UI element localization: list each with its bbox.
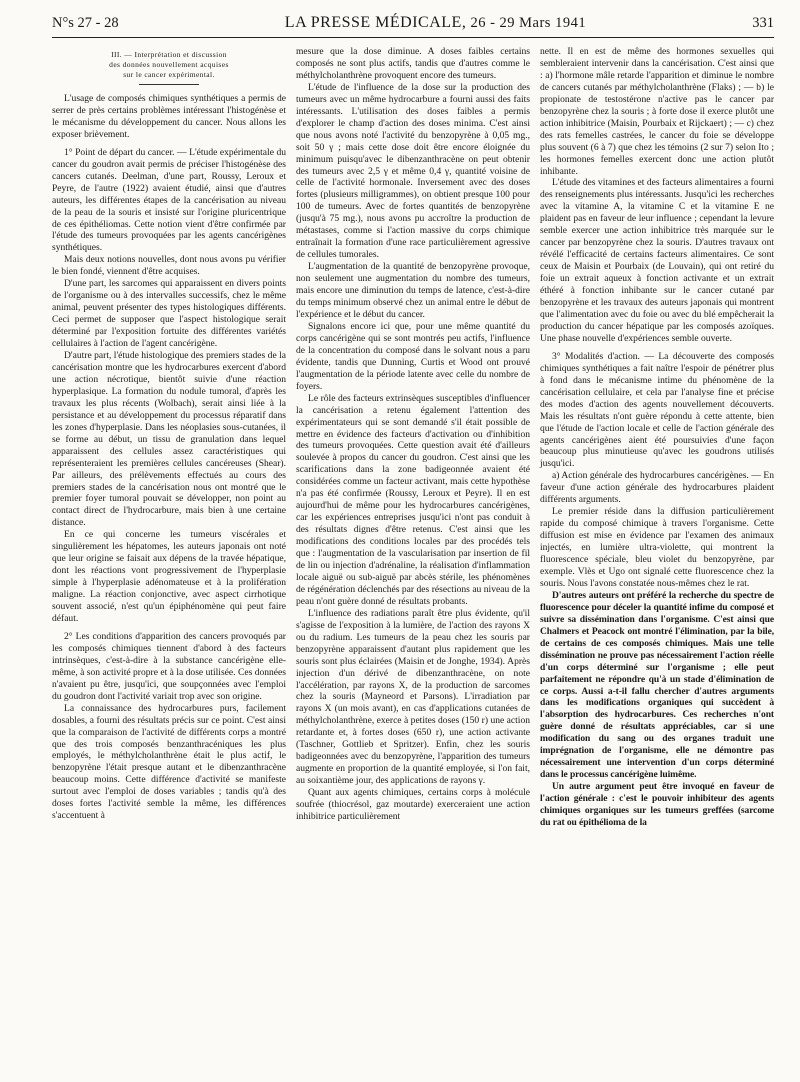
paragraph: 2° Les conditions d'apparition des cancers provoqués par les composés chimiques tiennent d'abord à des facteurs intrinsèques, c'est-à-dire à la substance cancérigène elle-même, à son activité propre et à la dose utilisée. Ces données n'avaient pu être, jusqu'ici, que soupçonnées avec l'emploi du goudron dont l'activité variait trop avec son origine. [52, 630, 286, 702]
section-heading-line-3: sur le cancer expérimental. [123, 70, 215, 79]
paragraph: Un autre argument peut être invoqué en faveur de l'action générale : c'est le pouvoir inhibiteur des agents chimiques organiques sur les tumeurs greffées (sarcome du rat ou épithélioma de la [540, 781, 774, 828]
paragraph: Mais deux notions nouvelles, dont nous avons pu vérifier le bien fondé, viennent d'être acquises. [52, 254, 286, 278]
section-heading [52, 50, 286, 85]
paragraph: Le premier réside dans la diffusion particulièrement rapide du composé chimique à travers l'organisme. Cette diffusion est mise en évidence par l'examen des animaux injectés, en lumière ultra-violette, qui montrent la fluorescence spéciale, bleu violet du benzopyrène, par exemple. Vlès et Ugo ont signalé cette fluorescence chez la souris. Nous l'avons constatée nous-mêmes chez le rat. [540, 506, 774, 589]
paragraph: La connaissance des hydrocarbures purs, facilement dosables, a fourni des résultats précis sur ce point. C'est ainsi que la comparaison de l'activité de différents corps a montré que des trois composés benzanthracéniques les plus employés, le méthylcholanthrène était le plus actif, le benzopyrène l'était presque autant et le dibenzanthracène beaucoup moins. Cette différence d'activité se manifeste surtout avec l'emploi de doses variables ; tandis qu'à des doses fortes l'activité semble la même, les différences s'accentuent à [52, 702, 286, 822]
paragraph: a) Action générale des hydrocarbures cancérigènes. — En faveur d'une action générale des hydrocarbures plaident différents arguments. [540, 470, 774, 506]
column-3 [540, 46, 774, 829]
paragraph: L'usage de composés chimiques synthétiques a permis de serrer de près certains problèmes intéressant l'histogénèse et le mécanisme du développement du cancer. Nous allons les exposer brièvement. [52, 93, 286, 140]
issue-number: N°s 27 - 28 [52, 15, 119, 31]
paragraph: Signalons encore ici que, pour une même quantité du corps cancérigène qui se sont montrés peu actifs, l'influence de la concentration du composé dans le solvant nous a paru évidente, tandis que Dunning, Curtis et Wood ont prouvé l'augmentation de la période latente avec celle du nombre de foyers. [296, 320, 530, 392]
page-number: 331 [752, 15, 774, 31]
paragraph: L'augmentation de la quantité de benzopyrène provoque, non seulement une augmentation du nombre des tumeurs, mais encore une diminution du temps de latence, c'est-à-dire du temps minimum observé chez un animal entre le début de l'expérience et le début du cancer. [296, 261, 530, 320]
section-rule [139, 84, 199, 85]
section-heading-line-1: III. — Interprétation et discussion [111, 50, 227, 59]
paragraph: L'influence des radiations paraît être plus évidente, qu'il s'agisse de l'exposition à la lumière, de l'action des rayons X ou du radium. Les tumeurs de la peau chez les souris par benzopyrène apparaissent d'autant plus rapidement que les souris sont plus éclairées (Maisin et de Jonghe, 1934). Après injection d'un dérivé de dibenzanthracène, on note l'accélération, par rayons X, de la production de sarcomes chez la souris (Mayneord et Parsons). L'irradiation par rayons X (un mois avant), en cas d'applications cutanées de méthylcholanthrène, exerce à petites doses (150 r) une action retardante et, à fortes doses (650 r), une action activante (Taschner, Gottlieb et Spritzer). Enfin, chez les souris badigeonnées avec du benzopyrène, l'apparition des tumeurs augmente en proportion de la quantité employée, si l'on fait, au soixantième jour, des applications de rayons γ. [296, 607, 530, 787]
issue-date: 26 - 29 Mars 1941 [470, 15, 587, 31]
paragraph: mesure que la dose diminue. A doses faibles certains composés ne sont plus actifs, tandis que d'autres comme le méthylcholanthrène provoquent encore des tumeurs. [296, 46, 530, 81]
journal-title-line [285, 14, 586, 32]
paragraph: 3° Modalités d'action. — La découverte des composés chimiques synthétiques a fait naître l'espoir de pénétrer plus à fond dans le mécanisme intime du phénomène de la cancérisation cellulaire, et cela par l'analyse fine et précise des modes d'action des agents nouvellement découverts. Mais les résultats n'ont guère répondu à cette attente, bien que l'étude de l'action locale et celle de l'action générale des agents cancérigènes aient été poursuivies d'une façon beaucoup plus minutieuse qu'avec les goudrons utilisés jusqu'ici. [540, 350, 774, 470]
paragraph: 1° Point de départ du cancer. — L'étude expérimentale du cancer du goudron avait permis de préciser l'histogénèse des cancers cutanés. Deelman, d'une part, Roussy, Leroux et Peyre, de l'autre (1922) avaient étudié, ainsi que d'autres auteurs, les différentes étapes de la cancérisation au niveau de la peau de la souris et insisté sur l'origine pluricentrique de ces épithéliomas. Cette notion vient d'être confirmée par l'étude des tumeurs provoquées par les agents cancérigènes synthétiques. [52, 146, 286, 254]
section-heading-line-2: des données nouvellement acquises [109, 60, 229, 69]
paragraph: L'étude de l'influence de la dose sur la production des tumeurs avec un même hydrocarbure a fourni aussi des faits intéressants. L'utilisation des doses faibles a permis d'explorer le champ d'action des doses minima. C'est ainsi que nous avons noté l'activité du benzopyrène à 0,05 mg., soit 50 γ ; mais cette dose doit être encore éloignée du minimum puisqu'avec le dibenzanthracène on peut obtenir des tumeurs avec 2,5 γ et même 0,4 γ, quantité voisine de celle de l'activité hormonale. Inversement avec des doses fortes (plusieurs milligrammes), on obtient presque 100 pour 100 de tumeurs. Avec de fortes quantités de benzopyrène (jusqu'à 75 mg.), nous avons pu accroître la production de métastases, comme si l'action massive du corps chimique entraînait la formation d'une race particulièrement agressive de cellules tumorales. [296, 81, 530, 261]
column-2 [296, 46, 530, 829]
paragraph: Quant aux agents chimiques, certains corps à molécule soufrée (thiocrésol, gaz moutarde) exerceraient une action inhibitrice particulièrement [296, 787, 530, 822]
paragraph: D'autres auteurs ont préféré la recherche du spectre de fluorescence pour déceler la quantité infime du composé et suivre sa dissémination dans l'organisme. C'est ainsi que Chalmers et Peacock ont montré l'élimination, par la bile, de certains de ces composés chimiques. Mais une telle dissémination ne prouve pas nécessairement l'action réelle d'un corps déterminé sur l'organisme ; elle peut parfaitement ne répondre qu'à un stade d'élimination de ce corps. Aussi a-t-il fallu chercher d'autres arguments dans les modifications organiques qui succèdent à l'absorption des hydrocarbures. Ces recherches n'ont guère donné de résultats appréciables, car si une modification du sang ou des organes traduit une imprégnation de l'organisme, elle ne démontre pas nécessairement une intervention d'un corps déterminé dans le processus cancérigène luimême. [540, 589, 774, 781]
column-1 [52, 46, 286, 829]
page-header [52, 14, 774, 38]
paragraph: L'étude des vitamines et des facteurs alimentaires a fourni des renseignements plus intéressants. Jusqu'ici les recherches avec la vitamine A, la vitamine C et la vitamine E ne plaident pas en faveur de leur influence ; cependant la levure semble exercer une action inhibitrice très marquée sur le cancer par benzopyrène chez la souris. D'autres travaux ont révélé l'efficacité de certains facteurs alimentaires. Ce sont ceux de Maisin et Pourbaix (de Louvain), qui ont retiré du foie un extrait aqueux à fonction activante et un extrait éthéré à fonction inhibante sur le cancer cutané par benzopyrène et les travaux des auteurs japonais qui montrent que l'alimentation avec du foie ou avec du blé empêcherait la production du cancer hépatique par les composés azoïques. Une phase nouvelle d'expériences semble ouverte. [540, 177, 774, 344]
text-columns [52, 46, 774, 829]
paragraph: D'autre part, l'étude histologique des premiers stades de la cancérisation montre que les hydrocarbures exercent d'abord une action nécrotique, bientôt suivie d'une réaction hyperplasique. La formation du nodule tumoral, d'après les travaux les plus récents (Wolbach), serait ainsi liée à la persistance et au développement du processus réparatif dans les zones d'hyperplasie. Dans les néoplasies sous-cutanées, il se forme au début, un tissu de granulation dans lequel apparaissent des cellules assez caractéristiques qui représenteraient les premières cellules cancéreuses (Shear). Par ailleurs, des prélèvements effectués au cours des premiers stades de la cancérisation nous ont montré que le premier foyer tumoral pouvait se développer, non point au contact direct de l'hydrocarbure, mais bien à une certaine distance. [52, 350, 286, 529]
paragraph: nette. Il en est de même des hormones sexuelles qui sembleraient intervenir dans la cancérisation. C'est ainsi que : a) l'hormone mâle retarde l'apparition et diminue le nombre de cancers cutanés par méthylcholanthrène (Flaks) ; — b) le propionate de testostérone n'active pas le cancer par benzopyrène chez la souris ; à forte dose il exerce plutôt une action inhibitrice (Maisin, Pourbaix et Rijckaert) ; — c) chez des rats femelles castrées, le cancer du foie se développe plus souvent (6 à 7) que chez les témoins (2 sur 7) selon Ito ; les hormones femelles exercent donc une action plutôt inhibante. [540, 46, 774, 177]
paragraph: D'une part, les sarcomes qui apparaissent en divers points de l'organisme ou à des intervalles successifs, chez le même animal, peuvent présenter des types histologiques différents. Ceci permet de supposer que l'aspect histologique serait déterminé par l'exposition fortuite des différentes variétés cellulaires à l'action de l'agent cancérigène. [52, 278, 286, 350]
journal-name: LA PRESSE MÉDICALE, [284, 14, 467, 31]
paragraph: En ce qui concerne les tumeurs viscérales et singulièrement les hépatomes, les auteurs japonais ont noté que leur origine se faisait aux dépens de la travée hépatique, dont les réactions vont progressivement de l'hyperplasie simple à l'hyperplasie adénomateuse et à la prolifération maligne. La réaction conjonctive, avec aspect cirrhotique souvent associé, n'est qu'un épiphénomène qui peut faire défaut. [52, 529, 286, 624]
paragraph: Le rôle des facteurs extrinsèques susceptibles d'influencer la cancérisation a retenu également l'attention des expérimentateurs qui se sont demandé s'il était possible de mettre en évidence des facteurs d'activation ou d'inhibition des tumeurs provoquées. Cette question avait été d'ailleurs soulevée à propos du cancer du goudron. C'est ainsi que les scarifications dans la zone badigeonnée avaient été considérées comme un facteur activant, mais cette hypothèse n'a pas été confirmée (Roussy, Leroux et Peyre). Il en est aujourd'hui de même pour les hydrocarbures cancérigènes, car les expériences entreprises jusqu'ici n'ont pas conduit à des résultats dignes d'être retenus. C'est ainsi que les modifications des conditions locales par des procédés tels que : l'augmentation de la vascularisation par insertion de fil de lin ou injection d'adrénaline, la réalisation d'inflammation locale aiguë ou sub-aiguë par abcès stérile, les phénomènes de régénération déclenchés par des résections au niveau de la peau n'ont guère donné de résultats probants. [296, 392, 530, 607]
